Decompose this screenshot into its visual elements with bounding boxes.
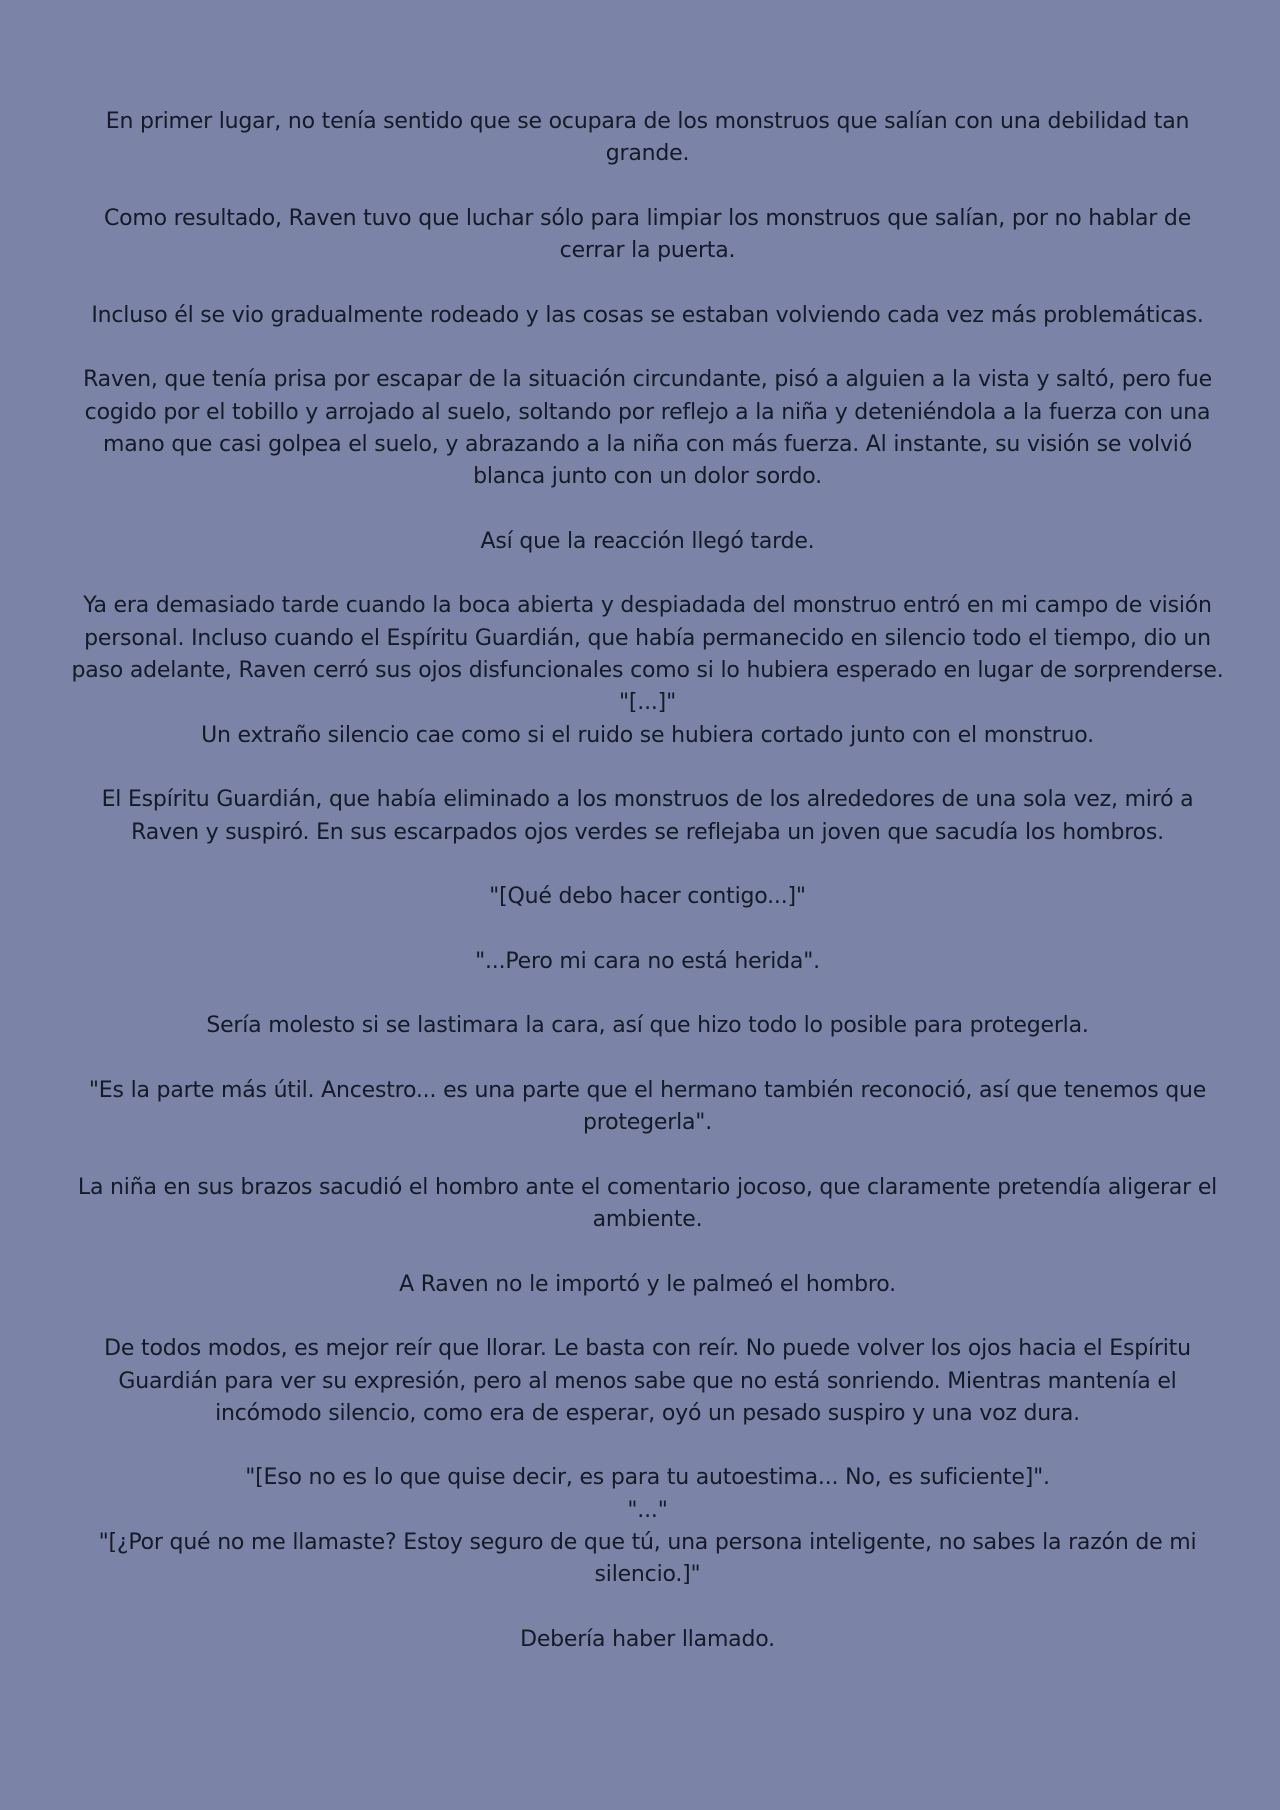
story-text	[70, 106, 1225, 1656]
paragraph: La niña en sus brazos sacudió el hombro ante el comentario jocoso, que claramente pretendía aligerar el ambiente.	[77, 1174, 1218, 1233]
paragraph: Ya era demasiado tarde cuando la boca abierta y despiadada del monstruo entró en mi campo de visión personal. Incluso cuando el Espíritu Guardián, que había permanecido en silencio todo el tiempo, dio un paso adelante, Raven cerró sus ojos disfuncionales como si lo hubiera esperado en lugar de sorprenderse.	[71, 593, 1224, 684]
paragraph: "[Qué debo hacer contigo...]"	[489, 884, 806, 910]
paragraph: A Raven no le importó y le palmeó el hombro.	[399, 1271, 896, 1297]
paragraph: Un extraño silencio cae como si el ruido se hubiera cortado junto con el monstruo.	[201, 722, 1094, 748]
paragraph: El Espíritu Guardián, que había eliminado a los monstruos de los alrededores de una sola vez, miró a Raven y suspiró. En sus escarpados ojos verdes se reflejaba un joven que sacudía los hombros.	[101, 787, 1194, 845]
paragraph: "[Eso no es lo que quise decir, es para tu autoestima... No, es suficiente]".	[245, 1465, 1050, 1491]
paragraph: Como resultado, Raven tuvo que luchar sólo para limpiar los monstruos que salían, por no hablar de cerrar la puerta.	[103, 205, 1192, 264]
paragraph: En primer lugar, no tenía sentido que se ocupara de los monstruos que salían con una debilidad tan grande.	[105, 109, 1190, 167]
paragraph: "[¿Por qué no me llamaste? Estoy seguro de que tú, una persona inteligente, no sabes la razón de mi silencio.]"	[98, 1530, 1197, 1588]
paragraph: Así que la reacción llegó tarde.	[480, 528, 815, 554]
paragraph: Incluso él se vio gradualmente rodeado y las cosas se estaban volviendo cada vez más problemáticas.	[91, 302, 1204, 328]
paragraph: Debería haber llamado.	[520, 1626, 775, 1652]
paragraph: Raven, que tenía prisa por escapar de la situación circundante, pisó a alguien a la vista y saltó, pero fue cogido por el tobillo y arrojado al suelo, soltando por reflejo a la niña y deteniéndola a la fuerza con una mano que casi golpea el suelo, y abrazando a la niña con más fuerza. Al instante, su visión se volvió blanca junto con un dolor sordo.	[83, 367, 1212, 490]
paragraph: "...Pero mi cara no está herida".	[475, 948, 820, 974]
paragraph: Sería molesto si se lastimara la cara, así que hizo todo lo posible para protegerla.	[206, 1013, 1089, 1039]
paragraph: De todos modos, es mejor reír que llorar. Le basta con reír. No puede volver los ojos hacia el Espíritu Guardián para ver su expresión, pero al menos sabe que no está sonriendo. Mientras mantenía el incómodo silencio, como era de esperar, oyó un pesado suspiro y una voz dura.	[104, 1336, 1191, 1426]
paragraph: "..."	[627, 1497, 668, 1523]
paragraph: "Es la parte más útil. Ancestro... es una parte que el hermano también reconoció, así que tenemos que protegerla".	[88, 1077, 1207, 1136]
paragraph: "[...]"	[619, 690, 676, 716]
